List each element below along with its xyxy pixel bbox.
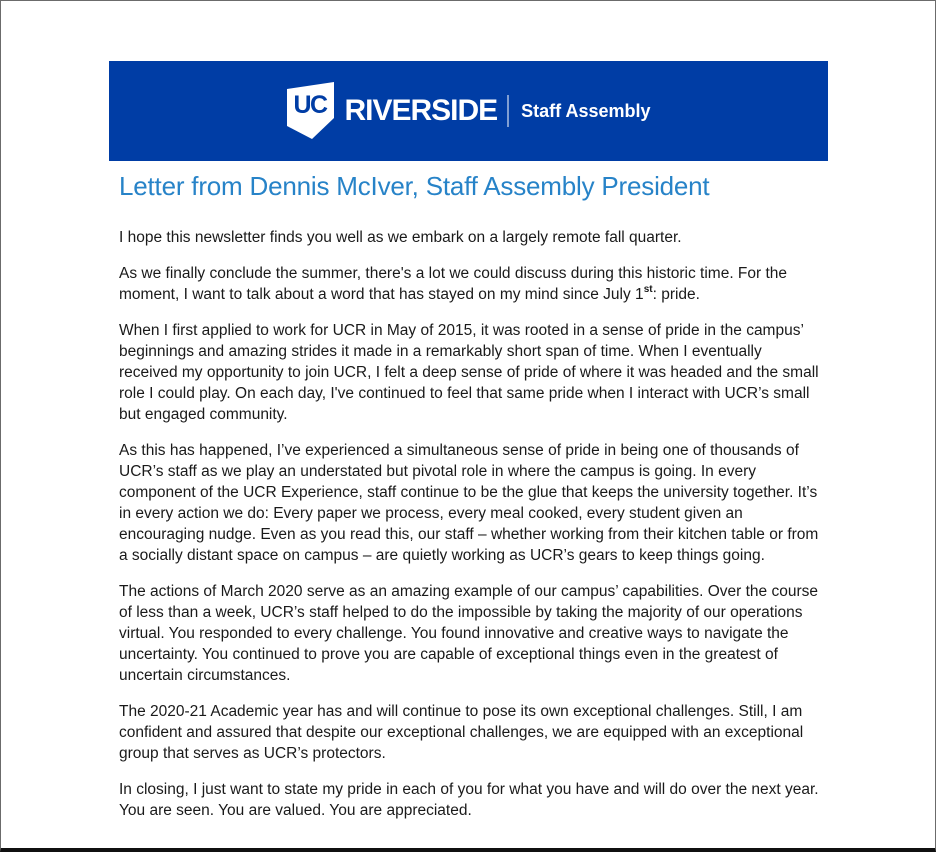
ucr-banner	[109, 61, 828, 161]
paragraph-text: The actions of March 2020 serve as an amazing example of our campus’ capabilities. Over the course of less than a week, UCR’s staff helped to do the impossible by taking the majority of our operations virtual. You responded to every challenge. You found innovative and creative ways to navigate the uncertainty. You continued to prove you are capable of exceptional things even in the greatest of uncertain circumstances.	[119, 583, 818, 684]
article	[119, 161, 821, 836]
paragraph	[119, 320, 821, 425]
paragraph-text: When I first applied to work for UCR in May of 2015, it was rooted in a sense of pride in the campus’ beginnings and amazing strides it made in a remarkably short span of time. When I eventually received my opportunity to join UCR, I felt a deep sense of pride of where it was headed and the small role I could play. On each day, I've continued to feel that same pride when I interact with UCR’s small but engaged community.	[119, 322, 819, 423]
ucr-monogram-text: UC	[293, 91, 328, 119]
paragraph-text: I hope this newsletter finds you well as we embark on a largely remote fall quarter.	[119, 229, 682, 246]
staff-assembly-label: Staff Assembly	[521, 101, 651, 121]
ucr-wordmark: RIVERSIDE	[344, 94, 498, 127]
paragraph	[119, 227, 821, 248]
paragraph	[119, 701, 821, 764]
ucr-logo	[286, 82, 650, 140]
paragraph-text: : pride.	[652, 286, 700, 303]
paragraph	[119, 779, 821, 821]
paragraph-text: As we finally conclude the summer, there's a lot we could discuss during this historic time. For the moment, I want to talk about a word that has stayed on my mind since July 1	[119, 265, 788, 303]
ucr-monogram-icon	[286, 82, 334, 140]
paragraph	[119, 263, 821, 305]
paragraph-text: In closing, I just want to state my pride in each of you for what you have and will do over the next year. You are seen. You are valued. You are appreciated.	[119, 781, 819, 819]
paragraph-text: The 2020-21 Academic year has and will continue to pose its own exceptional challenges. Still, I am confident and assured that despite our exceptional challenges, we are equipped with an exceptional group that serves as UCR’s protectors.	[119, 703, 804, 762]
logo-divider	[507, 95, 509, 127]
article-body	[119, 227, 821, 821]
paragraph-text: As this has happened, I’ve experienced a simultaneous sense of pride in being one of thousands of UCR’s staff as we play an understated but pivotal role in where the campus is going. In every component of the UCR Experience, staff continue to be the glue that keeps the university together. It’s in every action we do: Every paper we process, every meal cooked, every student given an encouraging nudge. Even as you read this, our staff – whether working from their kitchen table or from a socially distant space on campus – are quietly working as UCR’s gears to keep things going.	[119, 442, 819, 564]
page-title: Letter from Dennis McIver, Staff Assembly President	[119, 171, 710, 201]
paragraph	[119, 440, 821, 566]
superscript-text: st	[643, 283, 653, 295]
paragraph	[119, 581, 821, 686]
